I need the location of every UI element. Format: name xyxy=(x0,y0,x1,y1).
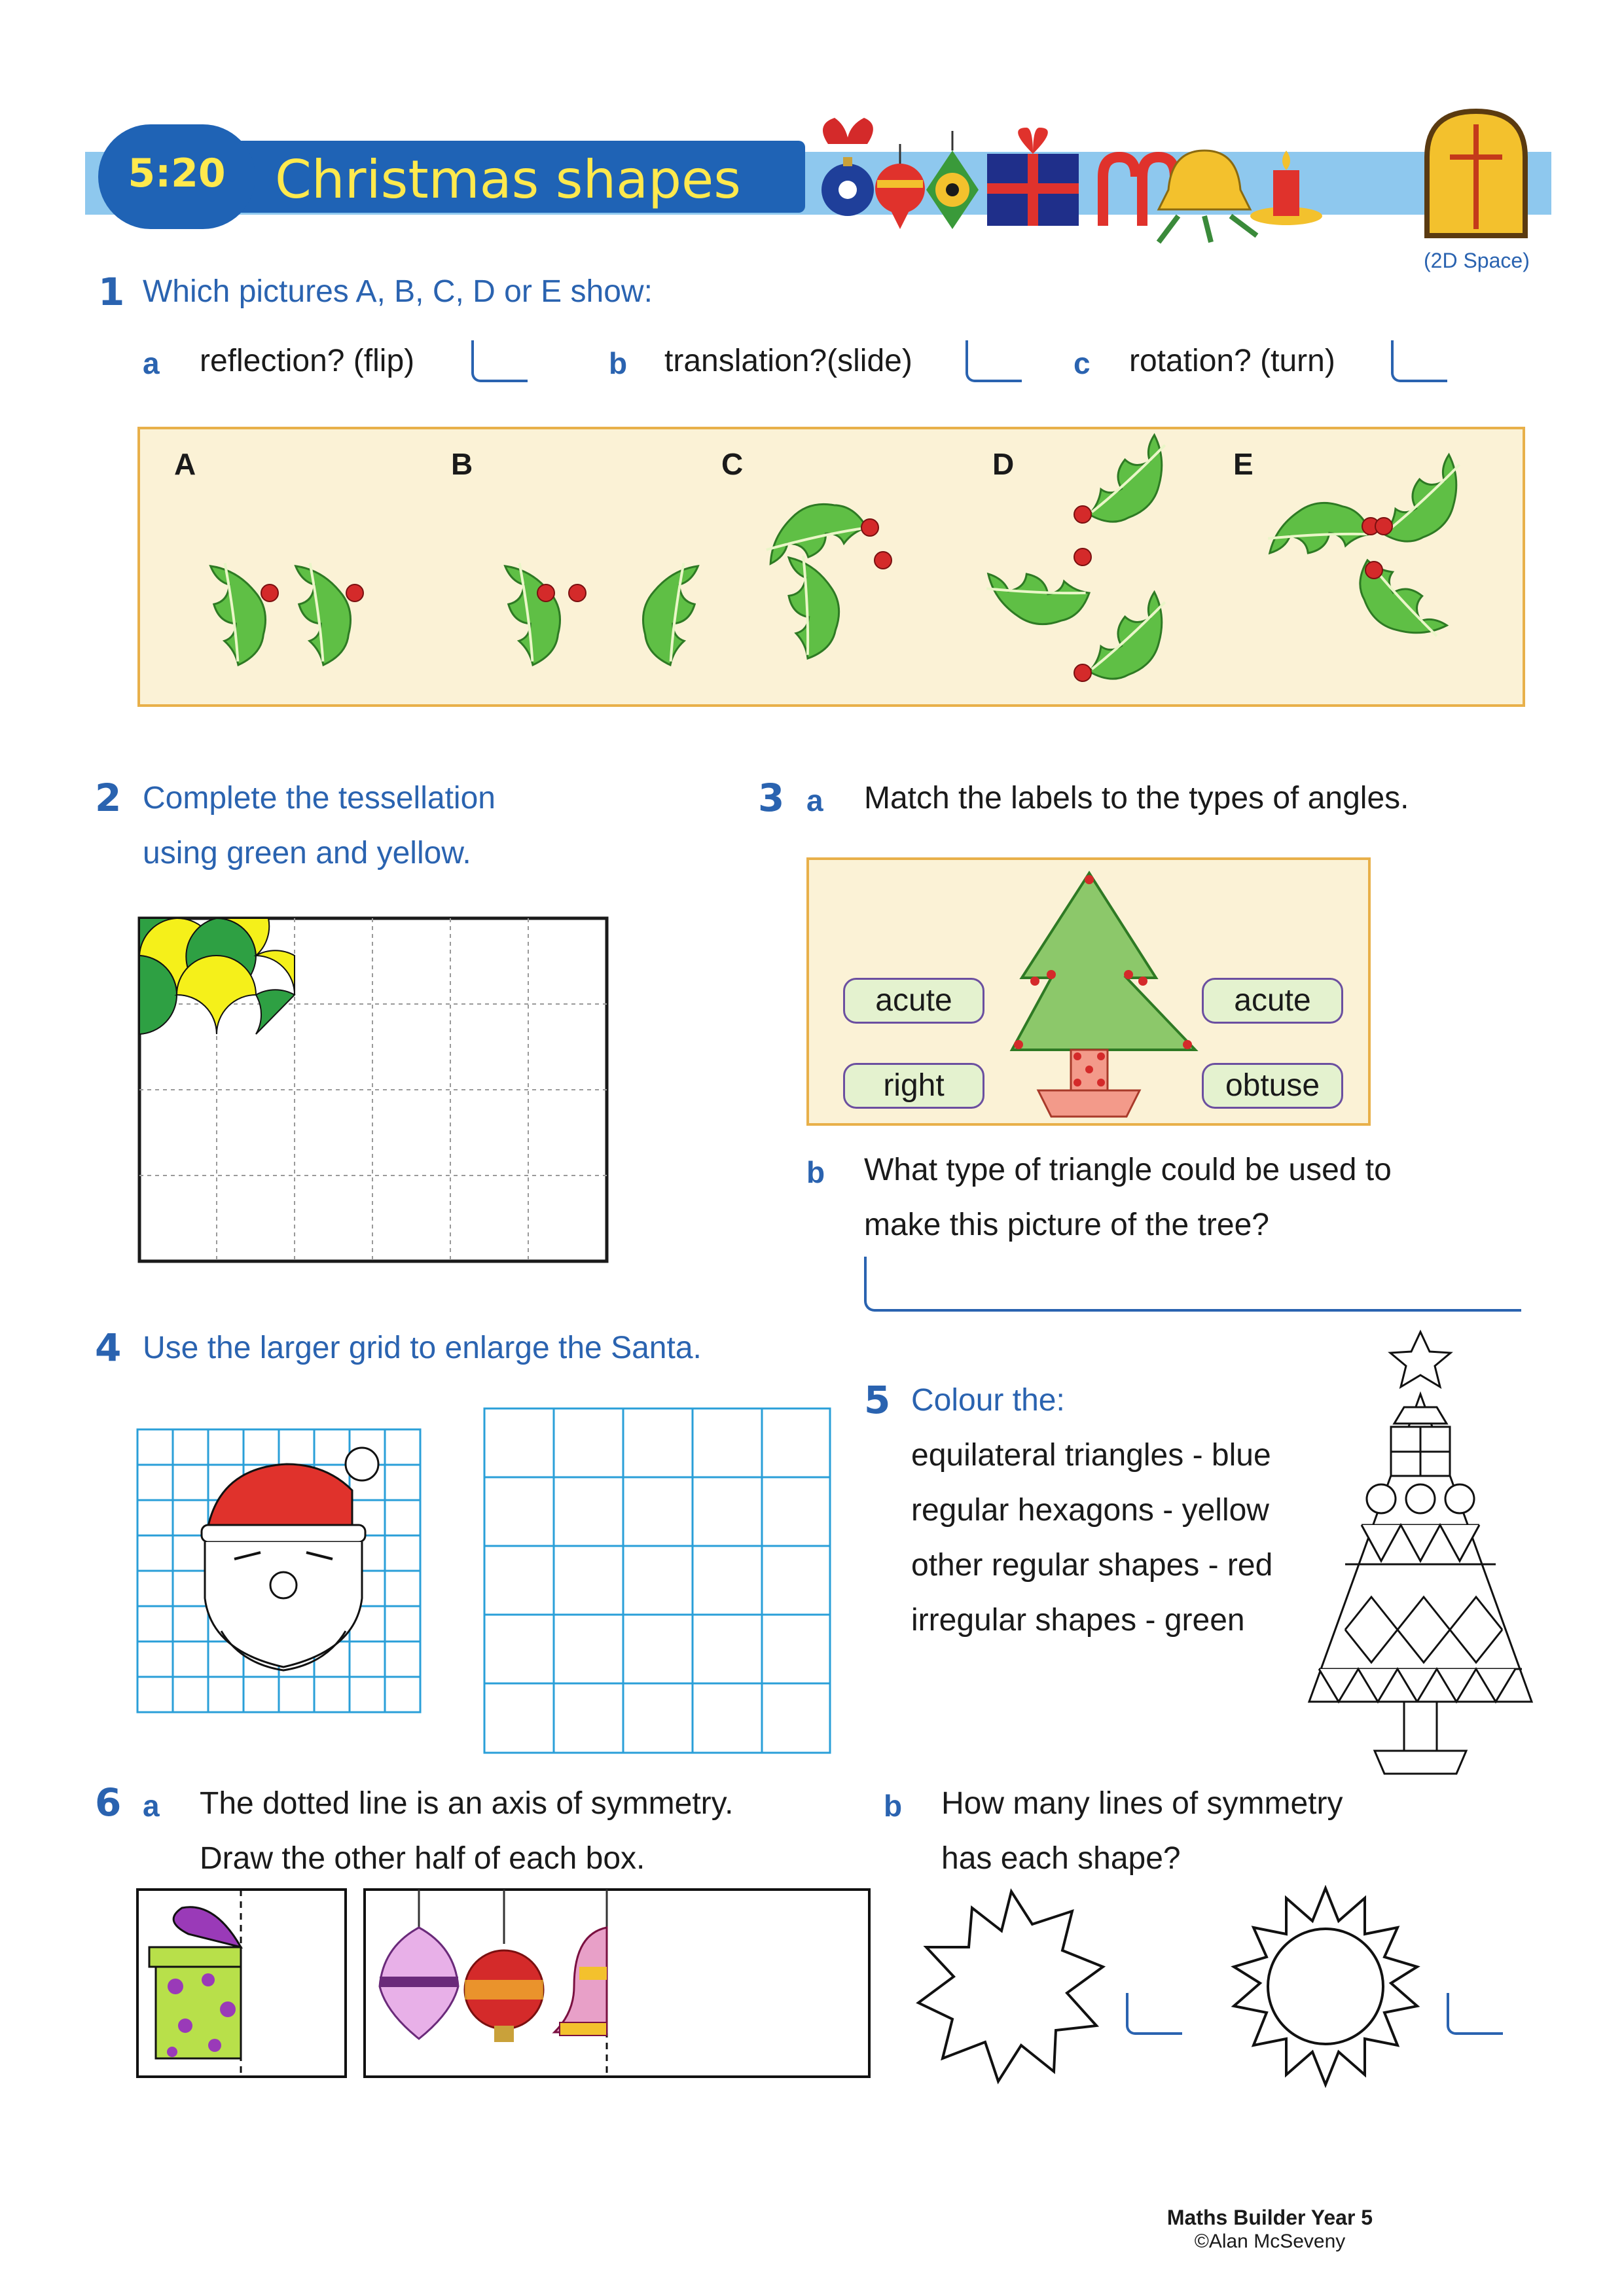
santa-enlargement-grid[interactable] xyxy=(483,1407,831,1754)
q1-number: 1 xyxy=(98,270,125,314)
angle-label-acute-right[interactable]: acute xyxy=(1202,978,1343,1024)
title-pill xyxy=(98,124,805,229)
christmas-decorations xyxy=(812,105,1558,249)
symmetry-box-ornaments[interactable] xyxy=(363,1888,871,2078)
angle-label-obtuse[interactable]: obtuse xyxy=(1202,1063,1343,1109)
q1-picture-panel xyxy=(137,427,1525,707)
q3b-letter: b xyxy=(806,1155,825,1189)
q1b-answer-box[interactable] xyxy=(965,340,1022,382)
q6a-line1: The dotted line is an axis of symmetry. xyxy=(200,1786,734,1821)
q6b-star-answer-box[interactable] xyxy=(1126,1993,1182,2035)
q4-number: 4 xyxy=(95,1325,122,1370)
q1c-letter: c xyxy=(1074,346,1091,380)
q3b-line2: make this picture of the tree? xyxy=(864,1208,1269,1242)
red-bauble-icon xyxy=(875,144,925,229)
q5-number: 5 xyxy=(864,1378,891,1422)
holly-picture-e xyxy=(1263,486,1376,583)
santa-small-grid xyxy=(136,1428,422,1715)
holly-picture-b xyxy=(482,560,574,669)
q6b-letter: b xyxy=(884,1789,903,1823)
bauble-ornament-icon xyxy=(821,118,874,216)
q6a-letter: a xyxy=(143,1789,160,1823)
q6a-line2: Draw the other half of each box. xyxy=(200,1841,645,1876)
footer-book-title: Maths Builder Year 5 xyxy=(1166,2206,1373,2229)
q2-number: 2 xyxy=(95,776,122,820)
gift-box-icon xyxy=(987,128,1079,226)
q1-prompt: Which pictures A, B, C, D or E show: xyxy=(143,274,653,309)
star-shape-eight-points xyxy=(913,1885,1110,2088)
shape-tree-diagram[interactable] xyxy=(1299,1329,1542,1787)
q4-text: Use the larger grid to enlarge the Santa. xyxy=(143,1331,702,1365)
q5-line-3: other regular shapes - red xyxy=(911,1548,1273,1583)
sun-shape-sixteen-points xyxy=(1224,1885,1427,2088)
q1a-text: reflection? (flip) xyxy=(200,344,415,378)
footer-copyright: ©Alan McSeveny xyxy=(1194,2231,1346,2252)
angle-label-acute-left[interactable]: acute xyxy=(843,978,984,1024)
tessellation-grid[interactable] xyxy=(137,916,609,1263)
holly-picture-a xyxy=(188,560,280,669)
q3-angle-panel xyxy=(806,857,1371,1126)
q3b-answer-line[interactable] xyxy=(864,1257,1521,1312)
q1c-text: rotation? (turn) xyxy=(1129,344,1335,378)
q1b-text: translation?(slide) xyxy=(664,344,912,378)
q6-number: 6 xyxy=(95,1780,122,1825)
picture-label-c: C xyxy=(721,447,744,481)
candy-cane-icon xyxy=(1103,157,1175,226)
q1c-answer-box[interactable] xyxy=(1391,340,1447,382)
q3b-line1: What type of triangle could be used to xyxy=(864,1153,1392,1187)
picture-label-a: A xyxy=(174,447,196,481)
q5-line-2: regular hexagons - yellow xyxy=(911,1493,1269,1528)
holly-picture-c xyxy=(764,494,869,579)
category-label: (2D Space) xyxy=(1424,249,1530,272)
page-title: Christmas shapes xyxy=(275,149,741,210)
q3a-letter: a xyxy=(806,783,823,817)
picture-label-b: B xyxy=(451,447,473,481)
q6b-line1: How many lines of symmetry xyxy=(941,1786,1343,1821)
q3-number: 3 xyxy=(758,776,785,820)
symmetry-box-gift[interactable] xyxy=(136,1888,347,2078)
q5-line-4: irregular shapes - green xyxy=(911,1603,1245,1638)
q5-line-1: equilateral triangles - blue xyxy=(911,1438,1271,1473)
lesson-code: 5:20 xyxy=(128,151,226,196)
q3a-text: Match the labels to the types of angles. xyxy=(864,781,1409,816)
q1b-letter: b xyxy=(609,346,628,380)
picture-label-e: E xyxy=(1233,447,1254,481)
q2-line2: using green and yellow. xyxy=(143,836,471,870)
holly-pictures xyxy=(140,429,1523,704)
stained-glass-window-icon xyxy=(1427,111,1525,236)
q1a-letter: a xyxy=(143,346,160,380)
gold-ornament-icon xyxy=(926,131,979,229)
santa-face-icon xyxy=(202,1448,378,1670)
q6b-sun-answer-box[interactable] xyxy=(1447,1993,1503,2035)
q2-line1: Complete the tessellation xyxy=(143,781,496,816)
picture-label-d: D xyxy=(992,447,1015,481)
angle-label-right[interactable]: right xyxy=(843,1063,984,1109)
q5-title: Colour the: xyxy=(911,1383,1065,1418)
q1a-answer-box[interactable] xyxy=(471,340,528,382)
candle-icon xyxy=(1250,151,1322,225)
q6b-line2: has each shape? xyxy=(941,1841,1181,1876)
